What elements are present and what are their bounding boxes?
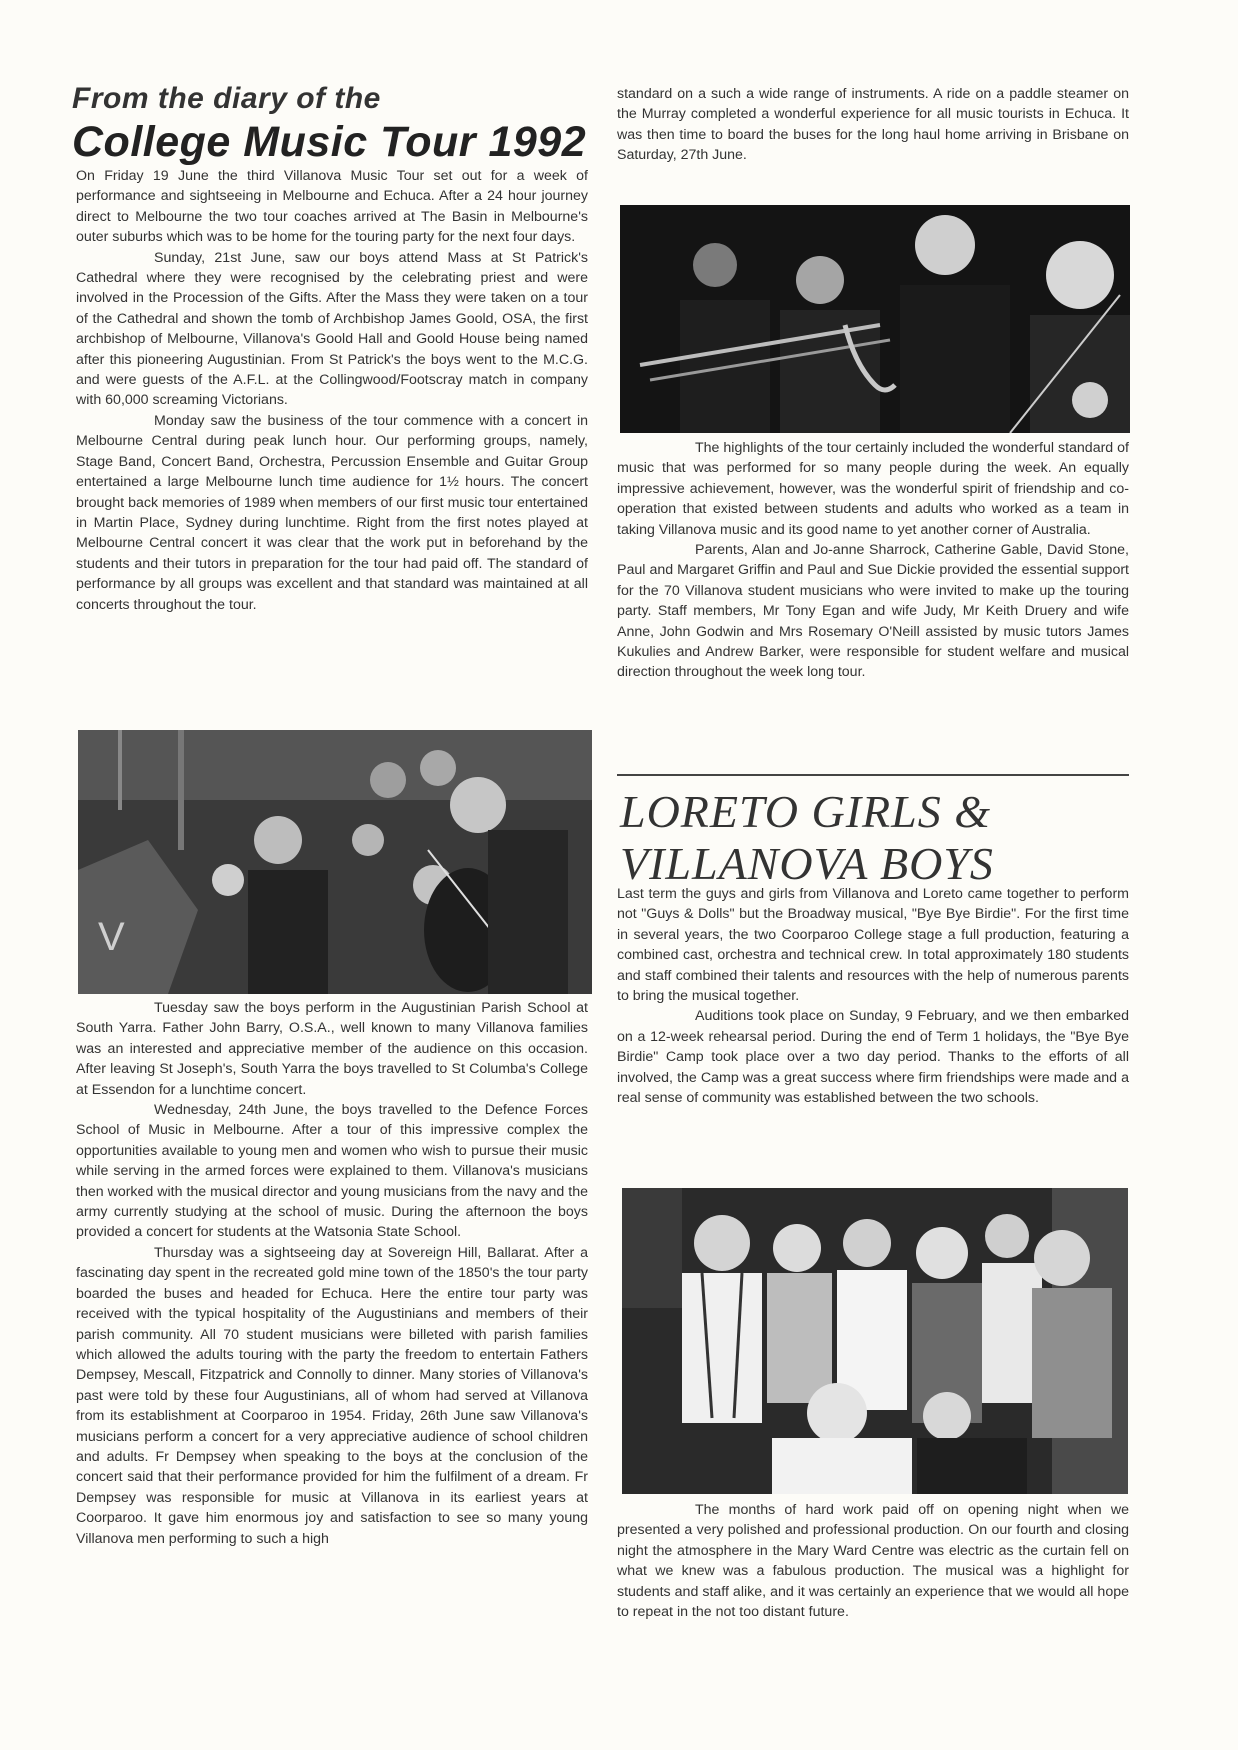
cast-group-photo xyxy=(622,1188,1128,1494)
article-2-title xyxy=(620,786,994,890)
article-2-title-line2: VILLANOVA BOYS xyxy=(620,838,994,889)
orchestra-cello-photo xyxy=(78,730,592,994)
paragraph: Last term the guys and girls from Villanova and Loreto came together to perform not "Guys & Dolls" but the Broadway musical, "Bye Bye Birdie". For the first time in several years, the two Coorparoo College stage a full production, featuring a combined cast, orchestra and technical crew. In total approximately 180 students and staff combined their talents and resources with the help of numerous parents to bring the musical together. xyxy=(617,886,1129,1005)
paragraph: Wednesday, 24th June, the boys travelled to the Defence Forces School of Music in Melbourne. After a tour of this impressive complex the opportunities available to young men and women who wish to pursue their music while serving in the armed forces were explained to them. Villanova's musicians then worked with the musical director and young musicians from the navy and the army currently studying at the school of music. During the afternoon the boys provided a concert for students at the Watsonia State School. xyxy=(76,1102,588,1241)
paragraph: On Friday 19 June the third Villanova Music Tour set out for a week of performance and sightseeing in Melbourne and Echuca. After a 24 hour journey direct to Melbourne the two tour coaches arrived at The Basin in Melbourne's outer suburbs which was to be home for the touring party for the next four days. xyxy=(76,168,588,246)
brass-section-photo xyxy=(620,205,1130,433)
paragraph: Monday saw the business of the tour commence with a concert in Melbourne Central during peak lunch hour. Our performing groups, namely, Stage Band, Concert Band, Orchestra, Percussion Ensemble and Guitar Group entertained a large Melbourne lunch time audience for 1½ hours. The concert brought back memories of 1989 when members of our first music tour entertained in Martin Place, Sydney during lunchtime. Right from the first notes played at Melbourne Central concert it was clear that the work put in beforehand by the students and their tutors in preparation for the tour had paid off. The standard of performance by all groups was excellent and that standard was maintained at all concerts throughout the tour. xyxy=(76,412,588,613)
right-column-top-text xyxy=(617,84,1129,166)
paragraph: Tuesday saw the boys perform in the Augustinian Parish School at South Yarra. Father John Barry, O.S.A., well known to many Villanova families was an interested and appreciative member of the audience on this occasion. After leaving St Joseph's, South Yarra the boys travelled to St Columba's College at Essendon for a lunchtime concert. xyxy=(76,1000,588,1098)
section-divider xyxy=(617,774,1129,776)
brass-section-photo-art xyxy=(620,205,1130,433)
article-2-bottom-text xyxy=(617,1500,1129,1622)
paragraph: Auditions took place on Sunday, 9 February, and we then embarked on a 12-week rehearsal period. During the end of Term 1 holidays, the "Bye Bye Birdie" Camp took place over a two day period. Thanks to the efforts of all involved, the Camp was a great success where firm friendships were made and a real sense of community was established between the two schools. xyxy=(617,1008,1129,1107)
paragraph: Sunday, 21st June, saw our boys attend Mass at St Patrick's Cathedral where they were recognised by the celebrating priest and were involved in the Procession of the Gifts. After the Mass they were taken on a tour of the Cathedral and shown the tomb of Archbishop James Goold, OSA, the first archbishop of Melbourne, Villanova's Goold Hall and Goold House being named after this pioneering Augustinian. From St Patrick's the boys went to the M.C.G. and were guests of the A.F.L. at the Collingwood/Footscray match in company with 60,000 screaming Victorians. xyxy=(76,249,588,409)
cast-group-photo-art xyxy=(622,1188,1128,1494)
article-title: College Music Tour 1992 xyxy=(72,118,587,166)
left-column-top-text xyxy=(76,166,588,615)
article-2-title-line1: LORETO GIRLS & xyxy=(620,786,991,837)
paragraph: The highlights of the tour certainly included the wonderful standard of music that was performed for so many people during the week. An equally impressive achievement, however, was the wonderful spirit of friendship and co-operation that existed between students and adults who worked as a team in taking Villanova music and its good name to yet another corner of Australia. xyxy=(617,440,1129,538)
paragraph: Thursday was a sightseeing day at Sovereign Hill, Ballarat. After a fascinating day spent in the recreated gold mine town of the 1850's the tour party boarded the buses and headed for Echuca. Here the entire tour party was received with the typical hospitality of the Augustinians and members of their parish community. All 70 student musicians were billeted with parish families which allowed the adults touring with the party the freedom to entertain Fathers Dempsey, Mescall, Fitzpatrick and Connolly to dinner. Many stories of Villanova's past were told by these four Augustinians, all of whom had served at Villanova from its establishment at Coorparoo in 1954. Friday, 26th June saw Villanova's musicians perform a concert for a very appreciative audience of school children and adults. Fr Dempsey when speaking to the boys at the conclusion of the concert said that their performance provided for him the fulfilment of a dream. Fr Dempsey was responsible for music at Villanova in its earliest years at Coorparoo. It gave him enormous joy and satisfaction to see so many young Villanova men performing to such a high xyxy=(76,1244,588,1547)
left-column-bottom-text xyxy=(76,998,588,1549)
paragraph: Parents, Alan and Jo-anne Sharrock, Catherine Gable, David Stone, Paul and Margaret Griffin and Paul and Sue Dickie provided the essential support for the 70 Villanova student musicians who were invited to make up the touring party. Staff members, Mr Tony Egan and wife Judy, Mr Keith Druery and wife Anne, John Godwin and Mrs Rosemary O'Neill assisted by music tutors James Kukulies and Andrew Barker, were responsible for student welfare and musical direction throughout the week long tour. xyxy=(617,542,1129,681)
paragraph: standard on a such a wide range of instruments. A ride on a paddle steamer on the Murray completed a wonderful experience for all music tourists in Echuca. It was then time to board the buses for the long haul home arriving in Brisbane on Saturday, 27th June. xyxy=(617,86,1129,164)
orchestra-cello-photo-art xyxy=(78,730,592,994)
article-kicker-title: From the diary of the xyxy=(72,82,381,115)
right-column-mid-text xyxy=(617,438,1129,683)
svg-text:V: V xyxy=(98,915,125,959)
article-2-top-text xyxy=(617,884,1129,1108)
paragraph: The months of hard work paid off on opening night when we presented a very polished and professional production. On our fourth and closing night the atmosphere in the Mary Ward Centre was electric as the curtain fell on what we knew was a fabulous production. The musical was a highlight for students and staff alike, and it was certainly an experience that we would all hope to repeat in the not too distant future. xyxy=(617,1502,1129,1621)
